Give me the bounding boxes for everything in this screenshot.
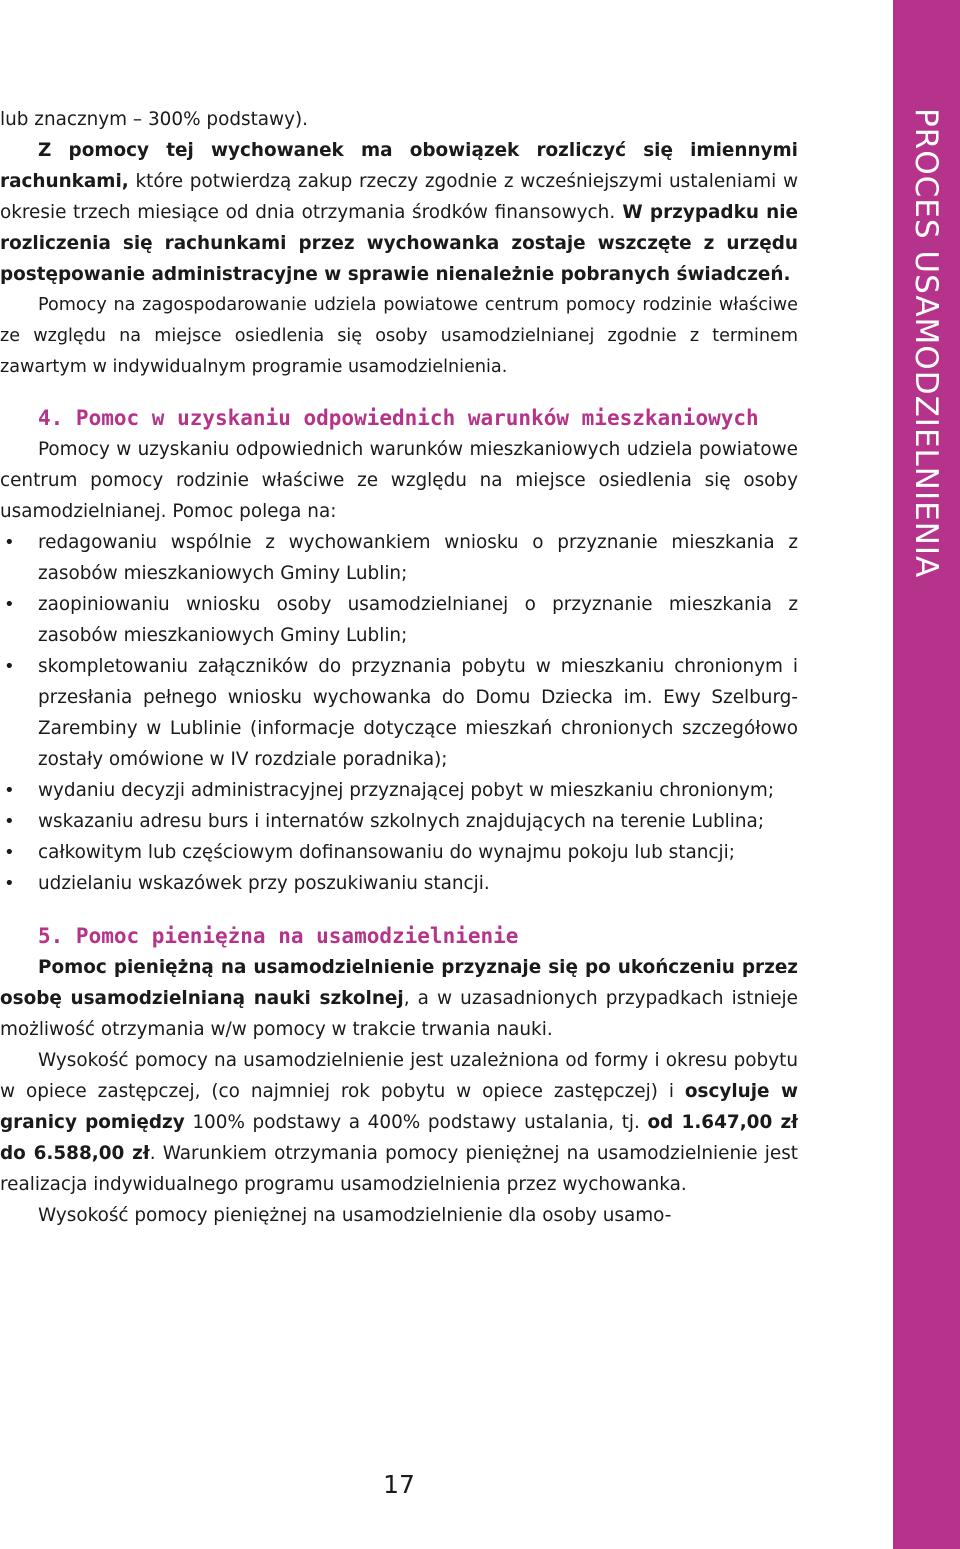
bold-text: W przypadku nie rozliczenia się rachunkami przez wychowanka zostaje wszczęte z urzędu postępowanie administracyjne w sprawie nienależnie pobranych świadczeń.: [0, 202, 798, 285]
bullet-icon: •: [4, 842, 15, 863]
paragraph-financial-aid: Pomoc pieniężną na usamodzielnienie przyznaje się po ukończeniu przez osobę usamodzielnianą nauki szkolnej, a w uzasadnionych przypadkach istnieje możliwość otrzymania w/w pomocy w trakcie trwania nauki.: [0, 957, 798, 1040]
bullet-list: [0, 527, 798, 899]
section-heading: 5. Pomoc pieniężna na usamodzielnienie: [38, 924, 519, 948]
list-item: • zaopiniowaniu wniosku osoby usamodzielnianej o przyznanie mieszkania z zasobów mieszkaniowych Gminy Lublin;: [0, 589, 798, 651]
list-item: • całkowitym lub częściowym dofinansowaniu do wynajmu pokoju lub stancji;: [0, 837, 798, 868]
paragraph-assistance: Pomocy na zagospodarowanie udziela powiatowe centrum pomocy rodzinie właściwe ze względu na miejsce osiedlenia się osoby usamodzielnianej zgodnie z terminem zawartym w indywidualnym programie usamodzielnienia.: [0, 295, 798, 377]
bullet-icon: •: [4, 811, 15, 832]
list-item: • skompletowaniu załączników do przyznania pobytu w mieszkaniu chronionym i przesłania pełnego wniosku wychowanka do Domu Dziecka im. Ewy Szelburg-Zarembiny w Lublinie (informacje dotyczące mieszkań chronionych szczegółowo zostały omówione w IV rozdziale poradnika);: [0, 651, 798, 775]
side-tab: [893, 0, 960, 1549]
list-item: • wskazaniu adresu burs i internatów szkolnych znajdujących na terenie Lublina;: [0, 806, 798, 837]
bullet-icon: •: [4, 780, 15, 801]
bold-text: oscyluje w granicy pomiędzy: [0, 1081, 798, 1133]
main-text: [0, 104, 798, 1231]
side-tab-title: PROCES USAMODZIELNIENIA: [907, 108, 944, 579]
bullet-icon: •: [4, 594, 15, 615]
bullet-icon: •: [4, 532, 15, 553]
section-intro: Pomocy w uzyskaniu odpowiednich warunków mieszkaniowych udziela powiatowe centrum pomocy rodzinie właściwe ze względu na miejsce osiedlenia się osoby usamodzielnianej. Pomoc polega na:: [0, 439, 798, 522]
paragraph-continuation: lub znacznym – 300% podstawy).: [0, 109, 308, 130]
bullet-icon: •: [4, 656, 15, 677]
paragraph-aid-amount: Wysokość pomocy na usamodzielnienie jest uzależniona od formy i okresu pobytu w opiece zastępczej, (co najmniej rok pobytu w opiece zastępczej) i oscyluje w granicy pomiędzy 100% podstawy a 400% podstawy ustalania, tj. od 1.647,00 zł do 6.588,00 zł. Warunkiem otrzymania pomocy pieniężnej na usamodzielnienie jest realizacja indywidualnego programu usamodzielnienia przez wychowanka.: [0, 1050, 798, 1195]
list-item: • udzielaniu wskazówek przy poszukiwaniu stancji.: [0, 868, 798, 899]
paragraph-settlement: Z pomocy tej wychowanek ma obowiązek rozliczyć się imiennymi rachunkami, które potwierdzą zakup rzeczy zgodnie z wcześniejszymi ustaleniami w okresie trzech miesiące od dnia otrzymania środków finansowych. W przypadku nie rozliczenia się rachunkami przez wychowanka zostaje wszczęte z urzędu postępowanie administracyjne w sprawie nienależnie pobranych świadczeń.: [0, 140, 798, 285]
bullet-icon: •: [4, 873, 15, 894]
page-number: 17: [383, 1470, 415, 1499]
paragraph-continued: Wysokość pomocy pieniężnej na usamodzielnienie dla osoby usamo-: [38, 1205, 672, 1226]
bold-text: od 1.647,00 zł do 6.588,00 zł: [0, 1112, 798, 1164]
list-item: • wydaniu decyzji administracyjnej przyznającej pobyt w mieszkaniu chronionym;: [0, 775, 798, 806]
list-item: • redagowaniu wspólnie z wychowankiem wniosku o przyznanie mieszkania z zasobów mieszkaniowych Gminy Lublin;: [0, 527, 798, 589]
section-heading: 4. Pomoc w uzyskaniu odpowiednich warunków mieszkaniowych: [38, 406, 759, 430]
bold-text: Pomoc pieniężną na usamodzielnienie przyznaje się po ukończeniu przez osobę usamodzielnianą nauki szkolnej: [0, 957, 798, 1009]
bold-text: Z pomocy tej wychowanek ma obowiązek rozliczyć się imiennymi rachunkami,: [0, 140, 798, 192]
